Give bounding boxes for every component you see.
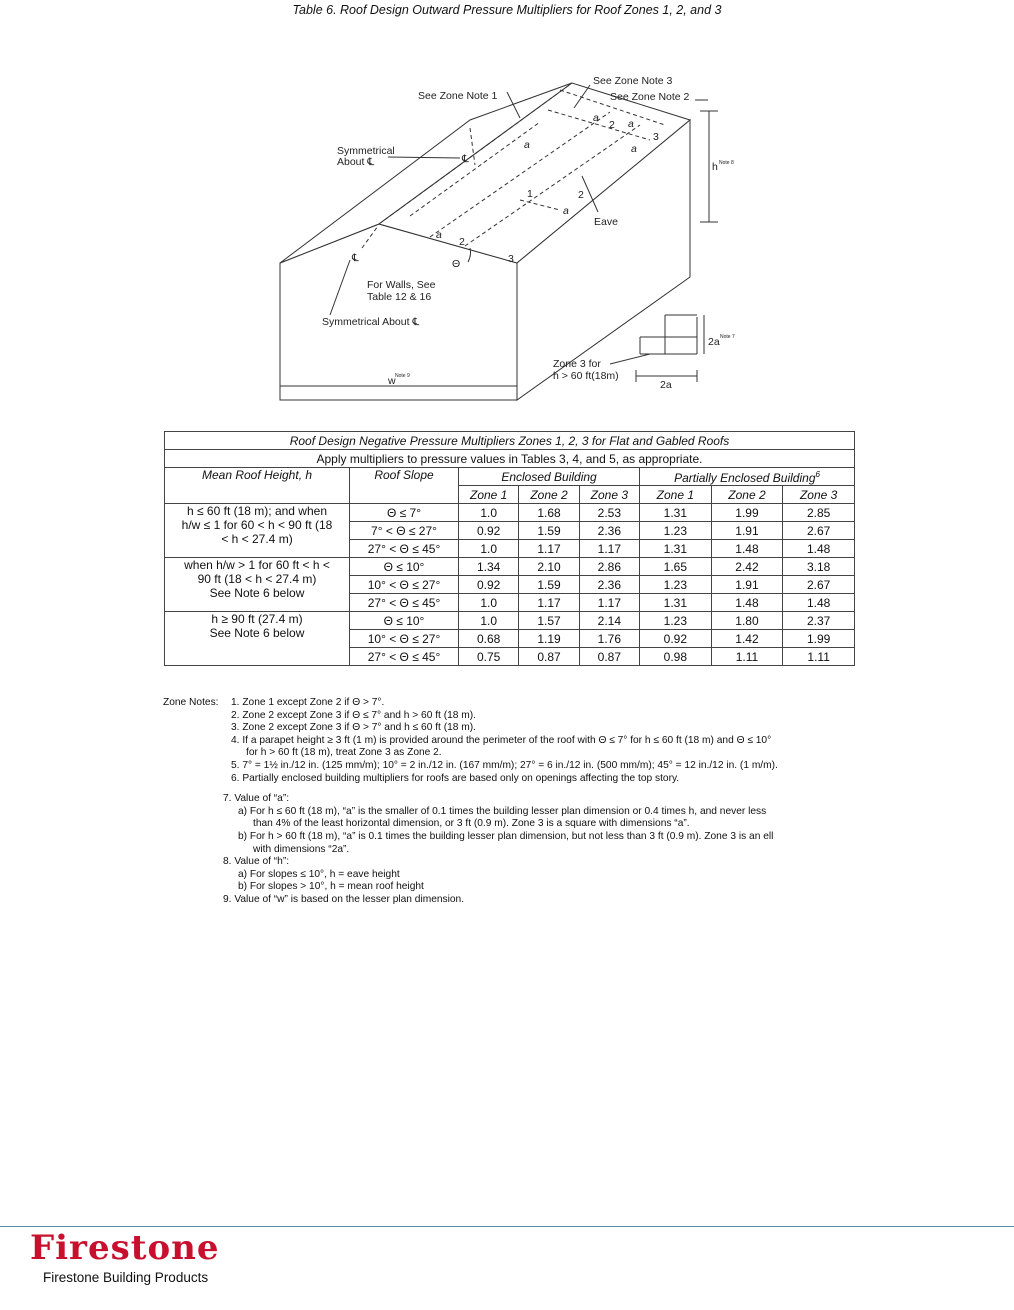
multiplier-cell: 1.59 [519, 522, 579, 540]
multiplier-cell: 2.67 [783, 576, 855, 594]
row-group-label [165, 558, 350, 612]
table-title: Roof Design Negative Pressure Multipliers Zones 1, 2, 3 for Flat and Gabled Roofs [165, 432, 855, 450]
multiplier-cell: 1.99 [711, 504, 783, 522]
note-line [163, 793, 863, 806]
multiplier-cell: 0.98 [640, 648, 712, 666]
row-group-label-line: h ≥ 90 ft (27.4 m) [211, 612, 303, 626]
multiplier-cell: 1.31 [640, 594, 712, 612]
multiplier-cell: 1.17 [519, 594, 579, 612]
row-group-label [165, 612, 350, 666]
multiplier-cell: 1.0 [459, 612, 519, 630]
label-zone-2-b: 2 [459, 236, 465, 248]
note-text: 1. Zone 1 except Zone 2 if Θ > 7°. [231, 697, 385, 708]
multiplier-cell: 0.87 [579, 648, 639, 666]
roof-slope-cell: Θ ≤ 10° [350, 558, 459, 576]
multiplier-cell: 1.80 [711, 612, 783, 630]
multiplier-cell: 1.48 [783, 540, 855, 558]
multiplier-cell: 0.87 [519, 648, 579, 666]
multiplier-cell: 2.85 [783, 504, 855, 522]
roof-zone-diagram [0, 0, 1014, 420]
note-line [163, 697, 863, 710]
label-2a-right: 2a [708, 336, 720, 348]
note-line [163, 760, 863, 773]
multiplier-cell: 0.68 [459, 630, 519, 648]
roof-slope-cell: Θ ≤ 7° [350, 504, 459, 522]
multipliers-table [164, 431, 855, 666]
header-zone: Zone 2 [711, 486, 783, 504]
note-line [163, 869, 863, 882]
multiplier-cell: 1.48 [711, 594, 783, 612]
label-a-2: a [563, 205, 569, 217]
note-text: than 4% of the least horizontal dimension, or 3 ft (0.9 m). Zone 3 is a square with dimensions “a”. [253, 818, 690, 830]
multiplier-cell: 1.11 [783, 648, 855, 666]
roof-slope-cell: 27° < Θ ≤ 45° [350, 648, 459, 666]
header-zone: Zone 3 [783, 486, 855, 504]
multiplier-cell: 1.19 [519, 630, 579, 648]
roof-slope-cell: 10° < Θ ≤ 27° [350, 576, 459, 594]
multiplier-cell: 1.91 [711, 576, 783, 594]
note-text: for h > 60 ft (18 m), treat Zone 3 as Zone 2. [246, 747, 442, 759]
multiplier-cell: 2.36 [579, 522, 639, 540]
multiplier-cell: 1.17 [519, 540, 579, 558]
header-enclosed-building: Enclosed Building [459, 468, 640, 486]
multiplier-cell: 1.48 [711, 540, 783, 558]
note-line [163, 710, 863, 723]
label-see-zone-note-2: See Zone Note 2 [610, 91, 690, 103]
multiplier-cell: 1.23 [640, 612, 712, 630]
note-text: 5. 7° = 1½ in./12 in. (125 mm/m); 10° = 2 in./12 in. (167 mm/m); 27° = 6 in./12 in. (500 mm/m); 45° = 12 in./12 in. (1 m/m). [231, 759, 778, 771]
note-line [163, 856, 863, 869]
notes-heading: Zone Notes: [163, 697, 219, 708]
multiplier-cell: 1.68 [519, 504, 579, 522]
header-mean-roof-height: Mean Roof Height, h [165, 468, 350, 504]
multiplier-cell: 1.31 [640, 540, 712, 558]
multiplier-cell: 1.17 [579, 594, 639, 612]
label-theta: Θ [452, 258, 461, 270]
note-text: 3. Zone 2 except Zone 3 if Θ > 7° and h ≤ 60 ft (18 m). [231, 722, 476, 734]
multiplier-cell: 1.23 [640, 576, 712, 594]
multiplier-cell: 2.37 [783, 612, 855, 630]
label-zone-3-b: 3 [653, 131, 659, 143]
note-text: 9. Value of “w” is based on the lesser plan dimension. [223, 893, 465, 905]
label-for-walls-1: For Walls, See [367, 279, 436, 291]
note-line [163, 844, 863, 857]
multiplier-cell: 1.0 [459, 504, 519, 522]
row-group-label-line: < h < 27.4 m) [221, 532, 293, 546]
multiplier-cell: 2.10 [519, 558, 579, 576]
label-zone3-for-1: Zone 3 for [553, 358, 601, 370]
zone-notes [163, 697, 863, 907]
multiplier-cell: 1.0 [459, 594, 519, 612]
label-w: w [388, 375, 396, 387]
header-zone: Zone 1 [459, 486, 519, 504]
note-text: 4. If a parapet height ≥ 3 ft (1 m) is provided around the perimeter of the roof with Θ ≤ 7° for h ≤ 60 ft (18 m) and Θ ≤ 10° [231, 734, 772, 746]
label-cl-roof: ℄ [462, 153, 469, 165]
multiplier-cell: 1.34 [459, 558, 519, 576]
label-see-zone-note-3: See Zone Note 3 [593, 75, 673, 87]
note-text: b) For h > 60 ft (18 m), “a” is 0.1 times the building lesser plan dimension, but not less than 3 ft (0.9 m). Zone 3 is an ell [238, 830, 774, 842]
multiplier-cell: 2.53 [579, 504, 639, 522]
multiplier-cell: 1.59 [519, 576, 579, 594]
table-row [165, 612, 855, 630]
note-line [163, 806, 863, 819]
label-zone-2-c: 2 [609, 119, 615, 131]
header-zone: Zone 1 [640, 486, 712, 504]
note-text: b) For slopes > 10°, h = mean roof height [238, 881, 424, 893]
note-text: a) For h ≤ 60 ft (18 m), “a” is the smaller of 0.1 times the building lesser plan dimension or 0.4 times h, and never less [238, 805, 767, 817]
note-text: 8. Value of “h”: [223, 856, 290, 868]
roof-slope-cell: 27° < Θ ≤ 45° [350, 540, 459, 558]
label-symmetrical-top-2: About ℄ [337, 156, 375, 168]
row-group-label-line: h/w ≤ 1 for 60 < h < 90 ft (18 [181, 518, 333, 532]
row-group-label [165, 504, 350, 558]
label-zone3-for-2: h > 60 ft(18m) [553, 370, 619, 382]
label-for-walls-2: Table 12 & 16 [367, 291, 432, 303]
label-h-note: Note 8 [719, 160, 734, 166]
note-text: 7. Value of “a”: [223, 793, 290, 805]
row-group-label-line: when h/w > 1 for 60 ft < h < [184, 558, 330, 572]
note-line [163, 831, 863, 844]
brand-subtitle: Firestone Building Products [43, 1270, 209, 1285]
roof-slope-cell: 10° < Θ ≤ 27° [350, 630, 459, 648]
multiplier-cell: 1.0 [459, 540, 519, 558]
multiplier-cell: 0.75 [459, 648, 519, 666]
multiplier-cell: 1.23 [640, 522, 712, 540]
multiplier-cell: 1.17 [579, 540, 639, 558]
header-partially-enclosed: Partially Enclosed Building$^6$ [640, 468, 855, 486]
label-see-zone-note-1: See Zone Note 1 [418, 90, 498, 102]
multiplier-cell: 1.42 [711, 630, 783, 648]
roof-slope-cell: 7° < Θ ≤ 27° [350, 522, 459, 540]
multiplier-cell: 1.57 [519, 612, 579, 630]
multiplier-cell: 2.36 [579, 576, 639, 594]
note-text: 2. Zone 2 except Zone 3 if Θ ≤ 7° and h > 60 ft (18 m). [231, 709, 476, 721]
note-text: a) For slopes ≤ 10°, h = eave height [238, 868, 400, 880]
label-symmetrical-top-1: Symmetrical [337, 145, 395, 157]
note-line [163, 818, 863, 831]
roof-slope-cell: 27° < Θ ≤ 45° [350, 594, 459, 612]
table-row [165, 504, 855, 522]
label-a-4: a [593, 112, 599, 124]
label-w-note: Note 9 [395, 373, 410, 379]
row-group-label-line: See Note 6 below [209, 586, 305, 600]
note-line [163, 894, 863, 907]
header-zone: Zone 3 [579, 486, 639, 504]
note-text: with dimensions “2a”. [253, 843, 350, 855]
row-group-label-line: h ≤ 60 ft (18 m); and when [187, 504, 327, 518]
row-group-label-line: See Note 6 below [209, 626, 305, 640]
firestone-logo: Firestone [30, 1228, 220, 1268]
note-line [163, 881, 863, 894]
label-a-6: a [631, 143, 637, 155]
multiplier-cell: 1.91 [711, 522, 783, 540]
header-roof-slope: Roof Slope [350, 468, 459, 504]
multiplier-cell: 0.92 [459, 576, 519, 594]
header-zone: Zone 2 [519, 486, 579, 504]
multiplier-cell: 1.48 [783, 594, 855, 612]
table-row [165, 558, 855, 576]
multiplier-cell: 1.76 [579, 630, 639, 648]
table-subtitle: Apply multipliers to pressure values in Tables 3, 4, and 5, as appropriate. [165, 450, 855, 468]
multiplier-cell: 1.65 [640, 558, 712, 576]
multiplier-cell: 1.11 [711, 648, 783, 666]
multiplier-cell: 1.99 [783, 630, 855, 648]
multiplier-cell: 0.92 [640, 630, 712, 648]
multiplier-cell: 2.86 [579, 558, 639, 576]
label-zone-2-a: 2 [578, 189, 584, 201]
note-line [163, 722, 863, 735]
note-line [163, 747, 863, 760]
multiplier-cell: 2.67 [783, 522, 855, 540]
label-2a-note: Note 7 [720, 334, 735, 340]
label-a-1: a [524, 139, 530, 151]
label-a-5: a [628, 118, 634, 130]
label-eave: Eave [594, 216, 618, 228]
roof-slope-cell: Θ ≤ 10° [350, 612, 459, 630]
label-h: h [712, 161, 718, 173]
label-symmetrical-bottom: Symmetrical About ℄ [322, 316, 420, 328]
note-line [163, 773, 863, 786]
note-line [163, 735, 863, 748]
label-zone-1: 1 [527, 188, 533, 200]
multiplier-cell: 2.42 [711, 558, 783, 576]
label-zone-3-a: 3 [508, 253, 514, 265]
footer-divider [0, 1226, 1014, 1227]
label-a-3: a [436, 229, 442, 241]
note-text: 6. Partially enclosed building multipliers for roofs are based only on openings affecting the top story. [231, 772, 680, 784]
multiplier-cell: 0.92 [459, 522, 519, 540]
label-cl-gable: ℄ [352, 252, 359, 264]
multiplier-cell: 1.31 [640, 504, 712, 522]
multiplier-cell: 3.18 [783, 558, 855, 576]
label-2a-bottom: 2a [660, 379, 672, 391]
row-group-label-line: 90 ft (18 < h < 27.4 m) [197, 572, 317, 586]
multiplier-cell: 2.14 [579, 612, 639, 630]
page-title: Table 6. Roof Design Outward Pressure Multipliers for Roof Zones 1, 2, and 3 [292, 3, 722, 17]
